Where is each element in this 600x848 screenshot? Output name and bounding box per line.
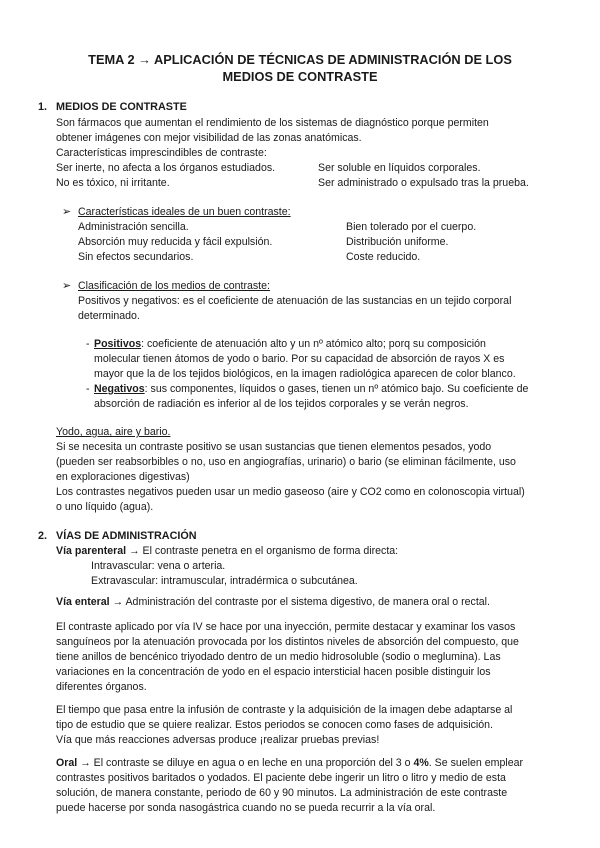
positivos-line: molecular tienen átomos de yodo o bario. Por su capacidad de absorción de rayos X es [94,353,505,365]
fases-line: tipo de estudio que se quiere realizar. Estos periodos se conocen como fases de adquisición. [56,719,493,731]
iv-line: tiene anillos de bencénico triyodado dentro de un medio hidrosoluble (sodio o meglumina). Las [56,651,501,663]
ideal-heading: Características ideales de un buen contraste: [78,206,291,218]
parenteral-item: Intravascular: vena o arteria. [91,560,226,572]
classification-line: Positivos y negativos: es el coeficiente de atenuación de las sustancias en un tejido corporal [78,295,512,307]
negativos-line: absorción de radiación es inferior al de los tejidos corporales y se verán negros. [94,398,469,410]
document-title-line-1: TEMA 2 → APLICACIÓN DE TÉCNICAS DE ADMINISTRACIÓN DE LOS [88,52,512,67]
positivos-line: : coeficiente de atenuación alto y un nº atómico alto; porq su composición [141,338,486,350]
parenteral-line [56,544,398,559]
oral-text: → El contraste se diluye en agua o en leche en una proporción del 3 o [77,757,414,769]
parenteral-label: Vía parenteral [56,545,127,557]
section-2-heading: VÍAS DE ADMINISTRACIÓN [56,530,197,542]
classification-line: determinado. [78,310,140,322]
essential-right-item: Ser soluble en líquidos corporales. [318,162,481,174]
ideal-right-item: Distribución uniforme. [346,236,449,248]
section-1-number: 1. [38,101,48,113]
intro-line: Características imprescindibles de contraste: [56,147,267,159]
essential-left-item: No es tóxico, ni irritante. [56,177,170,189]
yodo-line: en exploraciones digestivas) [56,471,190,483]
enteral-label: Vía enteral [56,596,110,608]
ideal-left-item: Sin efectos secundarios. [78,251,194,263]
oral-label: Oral [56,757,78,769]
intro-line: obtener imágenes con mejor visibilidad de las zonas anatómicas. [56,132,362,144]
arrow-bullet-icon: ➢ [62,280,72,292]
negativos-paragraph [94,382,528,397]
document-title-line-2: MEDIOS DE CONTRASTE [222,69,378,84]
parenteral-text: → El contraste penetra en el organismo de forma directa: [126,545,399,557]
section-2-number: 2. [38,530,48,542]
essential-right-item: Ser administrado o expulsado tras la prueba. [318,177,529,189]
arrow-bullet-icon: ➢ [62,206,72,218]
fases-line: El tiempo que pasa entre la infusión de contraste y la adquisición de la imagen debe adaptarse al [56,704,513,716]
positivos-line: mayor que la de los tejidos biológicos, en la imagen radiológica aparecen de color blanco. [94,368,516,380]
oral-percentage: 4% [413,757,429,769]
ideal-left-item: Absorción muy reducida y fácil expulsión. [78,236,273,248]
yodo-heading: Yodo, agua, aire y bario. [56,426,171,438]
section-1-heading: MEDIOS DE CONTRASTE [56,101,187,113]
yodo-line: (pueden ser reabsorbibles o no, uso en angiografías, urinario) o bario (se eliminan fácilmente, uso [56,456,516,468]
essential-left-item: Ser inerte, no afecta a los órganos estudiados. [56,162,276,174]
positivos-paragraph [94,337,486,352]
oral-line [56,756,523,771]
iv-line: variaciones en la concentración de yodo en el espacio intersticial hacen posible distinguir los [56,666,491,678]
ideal-right-item: Coste reducido. [346,251,421,263]
oral-text-end: . Se suelen emplear [428,757,524,769]
positivos-label: Positivos [94,338,142,350]
fases-line: Vía que más reacciones adversas produce ¡realizar pruebas previas! [56,734,380,746]
ideal-left-item: Administración sencilla. [78,221,189,233]
yodo-line: o uno líquido (agua). [56,501,154,513]
enteral-line [56,595,490,610]
ideal-right-item: Bien tolerado por el cuerpo. [346,221,477,233]
oral-line: puede hacerse por sonda nasogástrica cuando no se pueda recurrir a la vía oral. [56,802,436,814]
iv-line: El contraste aplicado por vía IV se hace por una inyección, permite destacar y examinar los vasos [56,621,516,633]
yodo-line: Los contrastes negativos pueden usar un medio gaseoso (aire y CO2 como en colonoscopia virtual) [56,486,525,498]
parenteral-item: Extravascular: intramuscular, intradérmica o subcutánea. [91,575,358,587]
oral-line: solución, de manera constante, periodo de 60 y 90 minutos. La administración de este contraste [56,787,508,799]
enteral-text: → Administración del contraste por el sistema digestivo, de manera oral o rectal. [109,596,490,608]
classification-heading: Clasificación de los medios de contraste: [78,280,270,292]
intro-line: Son fármacos que aumentan el rendimiento de los sistemas de diagnóstico porque permiten [56,117,489,129]
dash-bullet: - [86,383,90,395]
negativos-line: : sus componentes, líquidos o gases, tienen un nº atómico bajo. Su coeficiente de [144,383,529,395]
yodo-line: Si se necesita un contraste positivo se usan sustancias que tienen elementos pesados, yodo [56,441,492,453]
iv-line: diferentes órganos. [56,681,147,693]
dash-bullet: - [86,338,90,350]
negativos-label: Negativos [94,383,145,395]
oral-line: contrastes positivos baritados o yodados. El paciente debe ingerir un litro o litro y medio de esta [56,772,506,784]
iv-line: sanguíneos por la atenuación provocada por los distintos niveles de absorción del compuesto, que [56,636,519,648]
